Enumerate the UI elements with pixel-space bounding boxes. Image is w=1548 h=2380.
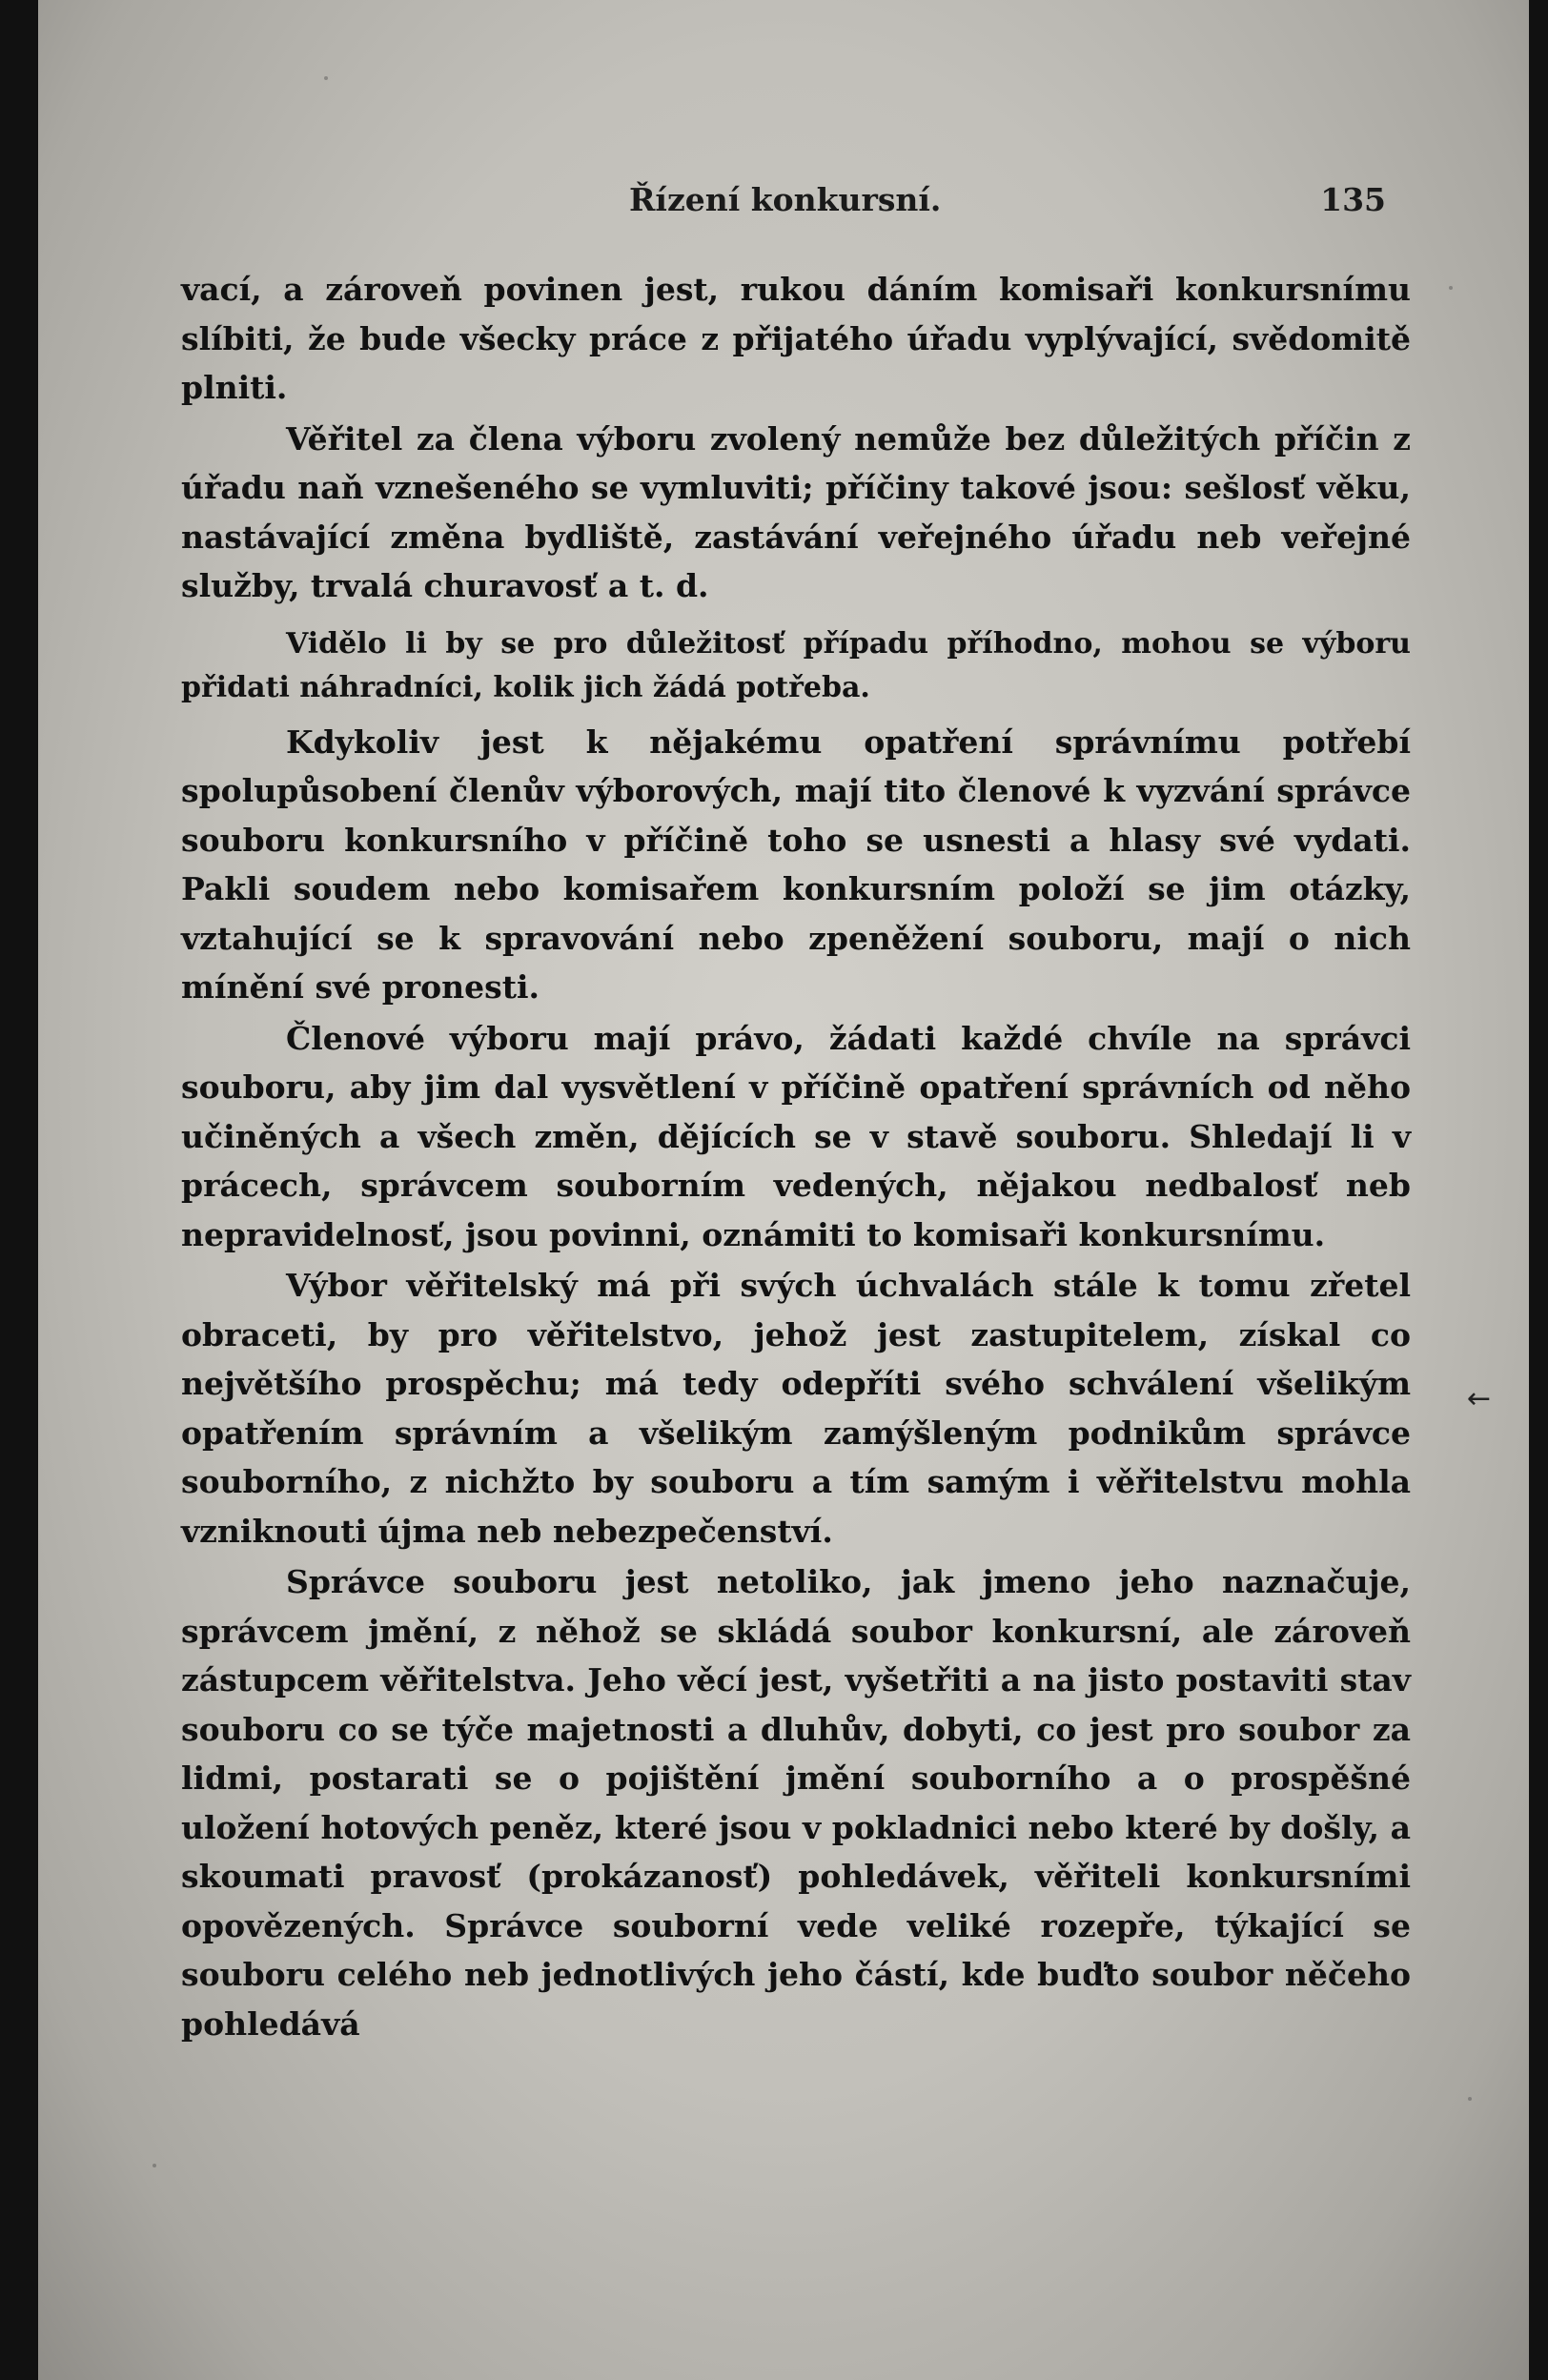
paragraph-cooperation: Kdykoliv jest k nějakému opatření správnímu potřebí spolupůsobení členův výborových, mají tito členové k vyzvání správce souboru konkursního v příčině toho se usnesti a hlasy své vydati. Pakli soudem nebo komisařem konkursním položí se jim otázky, vztahující se k spravování nebo zpeněžení souboru, mají o nich mínění své pronesti. <box>181 722 1411 1006</box>
book-page <box>38 0 1529 2380</box>
running-title: Řízení konkursní. <box>629 181 942 218</box>
page-number: 135 <box>1320 181 1386 218</box>
paragraph-continuation: vací, a zároveň povinen jest, rukou dáním komisaři konkursnímu slíbiti, že bude všecky práce z přijatého úřadu vyplývající, svědomitě plniti. <box>181 271 1411 406</box>
page-header <box>38 181 1529 229</box>
paper-speckle <box>324 76 328 80</box>
paper-speckle <box>1449 286 1453 290</box>
margin-arrow-mark: ← <box>1466 1382 1491 1415</box>
paragraph-committee-resolutions: Výbor věřitelský má při svých úchvalách stále k tomu zřetel obraceti, by pro věřitelstvo, jehož jest zastupitelem, získal co největšího prospěchu; má tedy odepříti svého schválení všelikým opatřením správním a všelikým zamýšleným podnikům správce souborního, z nichžto by souboru a tím samým i věřitelstvu mohla vzniknouti újma neb nebezpečenství. <box>181 1267 1411 1550</box>
paragraph-committee-rights: Členové výboru mají právo, žádati každé chvíle na správci souboru, aby jim dal vysvětlení v příčině opatření správních od něho učiněných a všech změn, dějících se v stavě souboru. Shledají li v prácech, správcem souborním vedených, nějakou nedbalosť neb nepravidelnosť, jsou povinni, oznámiti to komisaři konkursnímu. <box>181 1019 1411 1253</box>
paragraph-substitutes: Vidělo li by se pro důležitosť případu příhodno, mohou se výboru přidati náhradníci, kolik jich žádá potřeba. <box>181 626 1411 704</box>
body-text <box>181 265 1411 2050</box>
paper-speckle <box>153 2164 156 2167</box>
paragraph-administrator: Správce souboru jest netoliko, jak jmeno jeho naznačuje, správcem jmění, z něhož se skládá soubor konkursní, ale zároveň zástupcem věřitelstva. Jeho věcí jest, vyšetřiti a na jisto postaviti stav souboru co se týče majetnosti a dluhův, dobyti, co jest pro soubor za lidmi, postarati se o pojištění jmění souborního a o prospěšné uložení hotových peněz, které jsou v pokladnici nebo které by došly, a skoumati pravosť (prokázanosť) pohledávek, věřiteli konkursními opovězených. Správce souborní vede veliké rozepře, týkající se souboru celého neb jednotlivých jeho částí, kde buďto soubor něčeho pohledává <box>181 1563 1411 2043</box>
paper-speckle <box>1468 2097 1472 2101</box>
paragraph-creditor-member: Věřitel za člena výboru zvolený nemůže bez důležitých příčin z úřadu naň vznešeného se vymluviti; příčiny takové jsou: sešlosť věku, nastávající změna bydliště, zastávání veřejného úřadu neb veřejné služby, trvalá churavosť a t. d. <box>181 419 1411 604</box>
